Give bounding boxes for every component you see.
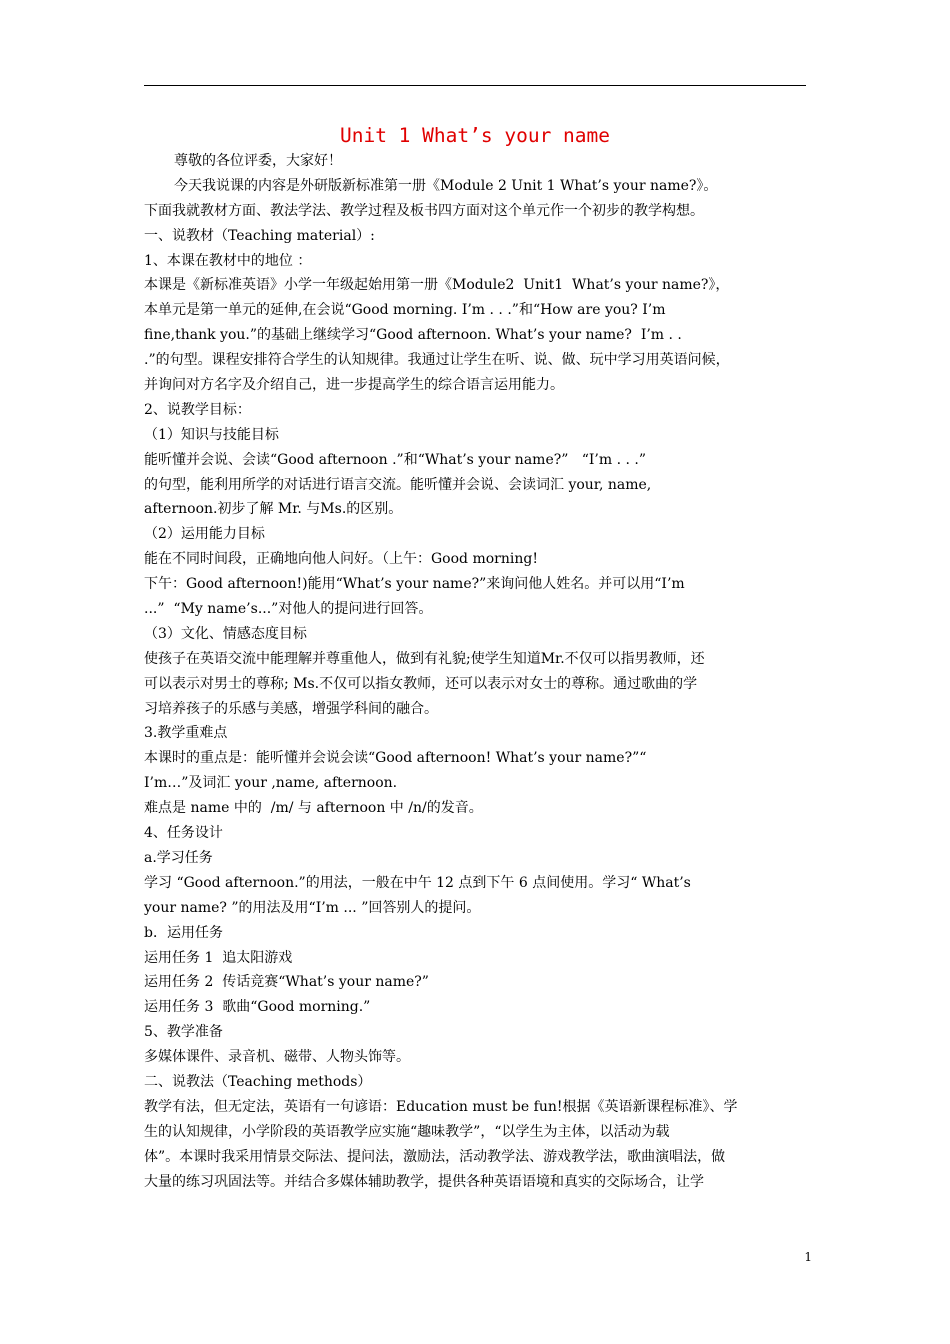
body-line: 大量的练习巩固法等。并结合多媒体辅助教学，提供各种英语语境和真实的交际场合，让学	[144, 1173, 704, 1190]
body-line: I’m…”及词汇 your ,name, afternoon.	[144, 775, 398, 792]
subsection-heading: 5、教学准备	[144, 1024, 223, 1041]
body-line: 体”。本课时我采用情景交际法、提问法，激励法，活动教学法、游戏教学法，歌曲演唱法，做	[144, 1148, 726, 1165]
subsection-heading: b．运用任务	[144, 924, 223, 941]
body-line: afternoon.初步了解 Mr. 与Ms.的区别。	[144, 501, 403, 518]
section-heading: 二、说教法（Teaching methods）	[144, 1073, 372, 1090]
body-line: 的句型，能利用所学的对话进行语言交流。能听懂并会说、会读词汇 your, name,	[144, 476, 652, 493]
body-line: 可以表示对男士的尊称; Ms.不仅可以指女教师，还可以表示对女士的尊称。通过歌曲的学	[144, 675, 698, 692]
body-line: 多媒体课件、录音机、磁带、人物头饰等。	[144, 1049, 410, 1066]
body-line: 运用任务 3 歌曲“Good morning.”	[144, 999, 371, 1016]
body-line: 生的认知规律，小学阶段的英语教学应实施“趣味教学”，“以学生为主体，以活动为载	[144, 1123, 670, 1140]
body-line: ...” “My name’s...”对他人的提问进行回答。	[144, 601, 433, 618]
body-line: 运用任务 2 传话竞赛“What’s your name?”	[144, 974, 429, 991]
subsection-heading: （1）知识与技能目标	[144, 426, 279, 443]
section-heading: 一、说教材（Teaching material）:	[144, 227, 375, 244]
subsection-heading: 2、说教学目标：	[144, 401, 251, 418]
page-number: 1	[804, 1250, 812, 1264]
document-title: Unit 1 What’s your name	[339, 124, 611, 147]
header-rule	[144, 85, 806, 86]
subsection-heading: （2）运用能力目标	[144, 526, 265, 543]
document-body	[144, 149, 816, 1194]
body-line: 习培养孩子的乐感与美感，增强学科间的融合。	[144, 700, 438, 717]
body-line: 本课时的重点是：能听懂并会说会读“Good afternoon! What’s your name?”“	[144, 750, 647, 767]
body-line: 能听懂并会说、会读“Good afternoon .”和“What’s your name?” “I’m . . .”	[144, 451, 647, 468]
body-line: 本单元是第一单元的延伸,在会说“Good morning. I’m . . .”和“How are you? I’m	[144, 302, 666, 319]
body-line: fine,thank you.”的基础上继续学习“Good afternoon. What’s your name? I’m . .	[144, 327, 682, 344]
body-line: 使孩子在英语交流中能理解并尊重他人，做到有礼貌;使学生知道Mr.不仅可以指男教师，还	[144, 650, 705, 667]
body-line: 今天我说课的内容是外研版新标准第一册《Module 2 Unit 1 What’s your name?》。	[174, 177, 718, 194]
body-line: 本课是《新标准英语》小学一年级起始用第一册《Module2 Unit1 What’s your name?》，	[144, 277, 730, 294]
body-line: 并询问对方名字及介绍自己，进一步提高学生的综合语言运用能力。	[144, 377, 564, 394]
subsection-heading: 4、任务设计	[144, 825, 223, 842]
body-line: 下面我就教材方面、教法学法、教学过程及板书四方面对这个单元作一个初步的教学构想。	[144, 202, 704, 219]
body-line: 下午：Good afternoon!)能用“What’s your name?”来询问他人姓名。并可以用“I’m	[144, 576, 685, 593]
subsection-heading: 1、本课在教材中的地位 ：	[144, 252, 312, 269]
body-line: .”的句型。课程安排符合学生的认知规律。我通过让学生在听、说、做、玩中学习用英语问候，	[144, 352, 730, 369]
body-line: 教学有法，但无定法，英语有一句谚语：Education must be fun!根据《英语新课程标准》、学	[144, 1098, 738, 1115]
body-line: 学习 “Good afternoon.”的用法，一般在中午 12 点到下午 6 点间使用。学习“ What’s	[144, 874, 691, 891]
subsection-heading: a.学习任务	[144, 849, 213, 866]
body-line: 难点是 name 中的 /m/ 与 afternoon 中 /n/的发音。	[144, 800, 483, 817]
body-line: 尊敬的各位评委，大家好！	[174, 153, 342, 169]
body-line: your name? ”的用法及用“I’m ... ”回答别人的提问。	[144, 899, 481, 916]
body-line: 能在不同时间段，正确地向他人问好。（上午：Good morning!	[144, 551, 538, 568]
subsection-heading: （3）文化、情感态度目标	[144, 625, 307, 642]
body-line: 运用任务 1 追太阳游戏	[144, 949, 293, 966]
subsection-heading: 3.教学重难点	[144, 725, 228, 742]
